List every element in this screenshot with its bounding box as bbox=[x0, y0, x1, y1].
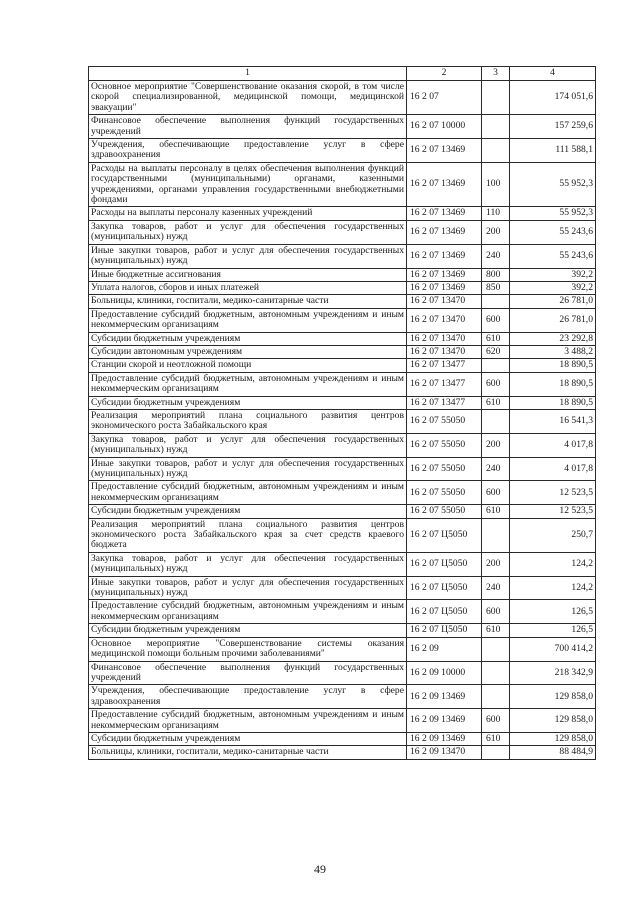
table-header-row bbox=[89, 67, 596, 81]
row-amount-cell: 16 541,3 bbox=[510, 409, 596, 433]
row-type-cell bbox=[482, 637, 510, 661]
row-code-cell: 16 2 07 55050 bbox=[407, 409, 482, 433]
row-name-cell: Предоставление субсидий бюджетным, автономным учреждениям и иным некоммерческим организациям bbox=[89, 709, 407, 733]
row-amount-cell: 129 858,0 bbox=[510, 685, 596, 709]
row-amount-cell: 174 051,6 bbox=[510, 81, 596, 115]
row-name-cell: Субсидии бюджетным учреждениям bbox=[89, 396, 407, 409]
row-name-cell: Субсидии бюджетным учреждениям bbox=[89, 332, 407, 345]
row-type-cell: 610 bbox=[482, 732, 510, 745]
row-type-cell: 610 bbox=[482, 624, 510, 637]
row-amount-cell: 124,2 bbox=[510, 576, 596, 600]
table-row bbox=[89, 457, 596, 481]
row-type-cell bbox=[482, 139, 510, 163]
table-row bbox=[89, 576, 596, 600]
row-type-cell bbox=[482, 661, 510, 685]
page-number: 49 bbox=[314, 862, 326, 876]
table-row bbox=[89, 624, 596, 637]
row-code-cell: 16 2 09 bbox=[407, 637, 482, 661]
row-code-cell: 16 2 07 13469 bbox=[407, 220, 482, 244]
table-row bbox=[89, 661, 596, 685]
row-amount-cell: 126,5 bbox=[510, 600, 596, 624]
row-amount-cell: 124,2 bbox=[510, 552, 596, 576]
row-type-cell: 240 bbox=[482, 457, 510, 481]
row-name-cell: Реализация мероприятий плана социального развития центров экономического роста Забайкальского края bbox=[89, 409, 407, 433]
row-name-cell: Расходы на выплаты персоналу казенных учреждений bbox=[89, 207, 407, 220]
header-cell-name: 1 bbox=[89, 67, 407, 81]
row-type-cell: 600 bbox=[482, 709, 510, 733]
row-name-cell: Больницы, клиники, госпитали, медико-санитарные части bbox=[89, 295, 407, 308]
row-amount-cell: 55 952,3 bbox=[510, 207, 596, 220]
row-code-cell: 16 2 07 13469 bbox=[407, 139, 482, 163]
row-type-cell: 600 bbox=[482, 481, 510, 505]
row-type-cell bbox=[482, 81, 510, 115]
row-name-cell: Иные закупки товаров, работ и услуг для обеспечения государственных (муниципальных) нужд bbox=[89, 457, 407, 481]
row-code-cell: 16 2 07 55050 bbox=[407, 505, 482, 518]
table-row bbox=[89, 600, 596, 624]
row-code-cell: 16 2 07 13477 bbox=[407, 396, 482, 409]
row-name-cell: Закупка товаров, работ и услуг для обеспечения государственных (муниципальных) нужд bbox=[89, 220, 407, 244]
table-row bbox=[89, 481, 596, 505]
row-code-cell: 16 2 07 13470 bbox=[407, 308, 482, 332]
row-amount-cell: 3 488,2 bbox=[510, 345, 596, 358]
row-name-cell: Иные закупки товаров, работ и услуг для обеспечения государственных (муниципальных) нужд bbox=[89, 244, 407, 268]
row-code-cell: 16 2 07 13477 bbox=[407, 359, 482, 372]
row-name-cell: Закупка товаров, работ и услуг для обеспечения государственных (муниципальных) нужд bbox=[89, 433, 407, 457]
table-row bbox=[89, 81, 596, 115]
row-amount-cell: 4 017,8 bbox=[510, 457, 596, 481]
table-row bbox=[89, 685, 596, 709]
row-code-cell: 16 2 09 13469 bbox=[407, 709, 482, 733]
row-amount-cell: 55 243,6 bbox=[510, 244, 596, 268]
row-amount-cell: 18 890,5 bbox=[510, 396, 596, 409]
row-name-cell: Основное мероприятие "Совершенствование оказания скорой, в том числе скорой специализированной, медицинской помощи, медицинской эвакуации" bbox=[89, 81, 407, 115]
row-type-cell: 200 bbox=[482, 552, 510, 576]
row-type-cell: 600 bbox=[482, 600, 510, 624]
table-row bbox=[89, 268, 596, 281]
row-type-cell: 600 bbox=[482, 372, 510, 396]
row-amount-cell: 23 292,8 bbox=[510, 332, 596, 345]
row-type-cell: 600 bbox=[482, 308, 510, 332]
header-cell-code: 2 bbox=[407, 67, 482, 81]
row-code-cell: 16 2 07 13469 bbox=[407, 244, 482, 268]
row-code-cell: 16 2 07 13469 bbox=[407, 207, 482, 220]
table-body bbox=[89, 67, 596, 760]
row-type-cell: 200 bbox=[482, 220, 510, 244]
table-row bbox=[89, 709, 596, 733]
table-row bbox=[89, 244, 596, 268]
row-name-cell: Иные бюджетные ассигнования bbox=[89, 268, 407, 281]
row-name-cell: Расходы на выплаты персоналу в целях обеспечения выполнения функций государственными (муниципальными) органами, казенными учреждениями, органами управления государственными внебюджетными фондами bbox=[89, 162, 407, 207]
row-code-cell: 16 2 07 13470 bbox=[407, 345, 482, 358]
table-row bbox=[89, 207, 596, 220]
row-amount-cell: 12 523,5 bbox=[510, 481, 596, 505]
row-amount-cell: 55 952,3 bbox=[510, 162, 596, 207]
row-code-cell: 16 2 07 55050 bbox=[407, 481, 482, 505]
table-row bbox=[89, 396, 596, 409]
table-row bbox=[89, 637, 596, 661]
row-code-cell: 16 2 07 13470 bbox=[407, 332, 482, 345]
row-amount-cell: 157 259,6 bbox=[510, 115, 596, 139]
row-amount-cell: 129 858,0 bbox=[510, 732, 596, 745]
row-name-cell: Больницы, клиники, госпитали, медико-санитарные части bbox=[89, 746, 407, 759]
row-amount-cell: 250,7 bbox=[510, 518, 596, 552]
row-type-cell: 620 bbox=[482, 345, 510, 358]
table-row bbox=[89, 295, 596, 308]
row-code-cell: 16 2 09 10000 bbox=[407, 661, 482, 685]
row-amount-cell: 18 890,5 bbox=[510, 372, 596, 396]
row-name-cell: Финансовое обеспечение выполнения функций государственных учреждений bbox=[89, 661, 407, 685]
table-row bbox=[89, 433, 596, 457]
row-amount-cell: 218 342,9 bbox=[510, 661, 596, 685]
row-name-cell: Предоставление субсидий бюджетным, автономным учреждениям и иным некоммерческим организациям bbox=[89, 600, 407, 624]
row-amount-cell: 129 858,0 bbox=[510, 709, 596, 733]
row-code-cell: 16 2 09 13469 bbox=[407, 685, 482, 709]
table-row bbox=[89, 139, 596, 163]
row-amount-cell: 392,2 bbox=[510, 281, 596, 294]
table-row bbox=[89, 220, 596, 244]
row-name-cell: Субсидии бюджетным учреждениям bbox=[89, 732, 407, 745]
table-row bbox=[89, 162, 596, 207]
row-type-cell: 610 bbox=[482, 396, 510, 409]
row-name-cell: Предоставление субсидий бюджетным, автономным учреждениям и иным некоммерческим организациям bbox=[89, 372, 407, 396]
row-code-cell: 16 2 07 Ц5050 bbox=[407, 518, 482, 552]
row-code-cell: 16 2 07 10000 bbox=[407, 115, 482, 139]
budget-table bbox=[88, 66, 596, 760]
row-code-cell: 16 2 07 Ц5050 bbox=[407, 576, 482, 600]
row-type-cell: 850 bbox=[482, 281, 510, 294]
row-amount-cell: 111 588,1 bbox=[510, 139, 596, 163]
row-type-cell: 800 bbox=[482, 268, 510, 281]
row-type-cell: 240 bbox=[482, 576, 510, 600]
table-row bbox=[89, 345, 596, 358]
row-type-cell bbox=[482, 115, 510, 139]
row-name-cell: Иные закупки товаров, работ и услуг для обеспечения государственных (муниципальных) нужд bbox=[89, 576, 407, 600]
row-code-cell: 16 2 07 bbox=[407, 81, 482, 115]
row-amount-cell: 88 484,9 bbox=[510, 746, 596, 759]
table-row bbox=[89, 505, 596, 518]
row-amount-cell: 55 243,6 bbox=[510, 220, 596, 244]
row-name-cell: Учреждения, обеспечивающие предоставление услуг в сфере здравоохранения bbox=[89, 685, 407, 709]
row-name-cell: Предоставление субсидий бюджетным, автономным учреждениям и иным некоммерческим организациям bbox=[89, 308, 407, 332]
header-cell-amount: 4 bbox=[510, 67, 596, 81]
row-name-cell: Закупка товаров, работ и услуг для обеспечения государственных (муниципальных) нужд bbox=[89, 552, 407, 576]
row-name-cell: Финансовое обеспечение выполнения функций государственных учреждений bbox=[89, 115, 407, 139]
row-name-cell: Учреждения, обеспечивающие предоставление услуг в сфере здравоохранения bbox=[89, 139, 407, 163]
row-code-cell: 16 2 07 Ц5050 bbox=[407, 600, 482, 624]
row-code-cell: 16 2 07 13469 bbox=[407, 268, 482, 281]
row-name-cell: Уплата налогов, сборов и иных платежей bbox=[89, 281, 407, 294]
row-amount-cell: 18 890,5 bbox=[510, 359, 596, 372]
row-amount-cell: 126,5 bbox=[510, 624, 596, 637]
table-row bbox=[89, 332, 596, 345]
row-type-cell: 200 bbox=[482, 433, 510, 457]
table-row bbox=[89, 281, 596, 294]
row-type-cell: 610 bbox=[482, 332, 510, 345]
row-name-cell: Субсидии автономным учреждениям bbox=[89, 345, 407, 358]
row-amount-cell: 26 781,0 bbox=[510, 308, 596, 332]
row-name-cell: Реализация мероприятий плана социального развития центров экономического роста Забайкальского края за счет средств краевого бюджета bbox=[89, 518, 407, 552]
row-type-cell bbox=[482, 746, 510, 759]
row-amount-cell: 4 017,8 bbox=[510, 433, 596, 457]
row-code-cell: 16 2 09 13469 bbox=[407, 732, 482, 745]
row-type-cell bbox=[482, 409, 510, 433]
table-row bbox=[89, 115, 596, 139]
row-name-cell: Субсидии бюджетным учреждениям bbox=[89, 505, 407, 518]
table-row bbox=[89, 518, 596, 552]
row-code-cell: 16 2 09 13470 bbox=[407, 746, 482, 759]
row-amount-cell: 392,2 bbox=[510, 268, 596, 281]
row-name-cell: Станции скорой и неотложной помощи bbox=[89, 359, 407, 372]
row-name-cell: Предоставление субсидий бюджетным, автономным учреждениям и иным некоммерческим организациям bbox=[89, 481, 407, 505]
table-row bbox=[89, 308, 596, 332]
row-code-cell: 16 2 07 13469 bbox=[407, 281, 482, 294]
row-name-cell: Основное мероприятие "Совершенствование системы оказания медицинской помощи больным прочими заболеваниями" bbox=[89, 637, 407, 661]
row-type-cell bbox=[482, 518, 510, 552]
row-name-cell: Субсидии бюджетным учреждениям bbox=[89, 624, 407, 637]
row-code-cell: 16 2 07 13477 bbox=[407, 372, 482, 396]
row-code-cell: 16 2 07 55050 bbox=[407, 433, 482, 457]
row-code-cell: 16 2 07 13469 bbox=[407, 162, 482, 207]
row-type-cell bbox=[482, 295, 510, 308]
table-row bbox=[89, 409, 596, 433]
row-code-cell: 16 2 07 Ц5050 bbox=[407, 552, 482, 576]
row-type-cell: 240 bbox=[482, 244, 510, 268]
row-code-cell: 16 2 07 13470 bbox=[407, 295, 482, 308]
header-cell-type: 3 bbox=[482, 67, 510, 81]
table-row bbox=[89, 372, 596, 396]
row-type-cell bbox=[482, 359, 510, 372]
row-amount-cell: 700 414,2 bbox=[510, 637, 596, 661]
row-type-cell bbox=[482, 685, 510, 709]
row-code-cell: 16 2 07 Ц5050 bbox=[407, 624, 482, 637]
table-row bbox=[89, 746, 596, 759]
row-type-cell: 110 bbox=[482, 207, 510, 220]
row-amount-cell: 26 781,0 bbox=[510, 295, 596, 308]
row-amount-cell: 12 523,5 bbox=[510, 505, 596, 518]
row-type-cell: 100 bbox=[482, 162, 510, 207]
row-code-cell: 16 2 07 55050 bbox=[407, 457, 482, 481]
row-type-cell: 610 bbox=[482, 505, 510, 518]
table-row bbox=[89, 359, 596, 372]
table-row bbox=[89, 732, 596, 745]
table-row bbox=[89, 552, 596, 576]
